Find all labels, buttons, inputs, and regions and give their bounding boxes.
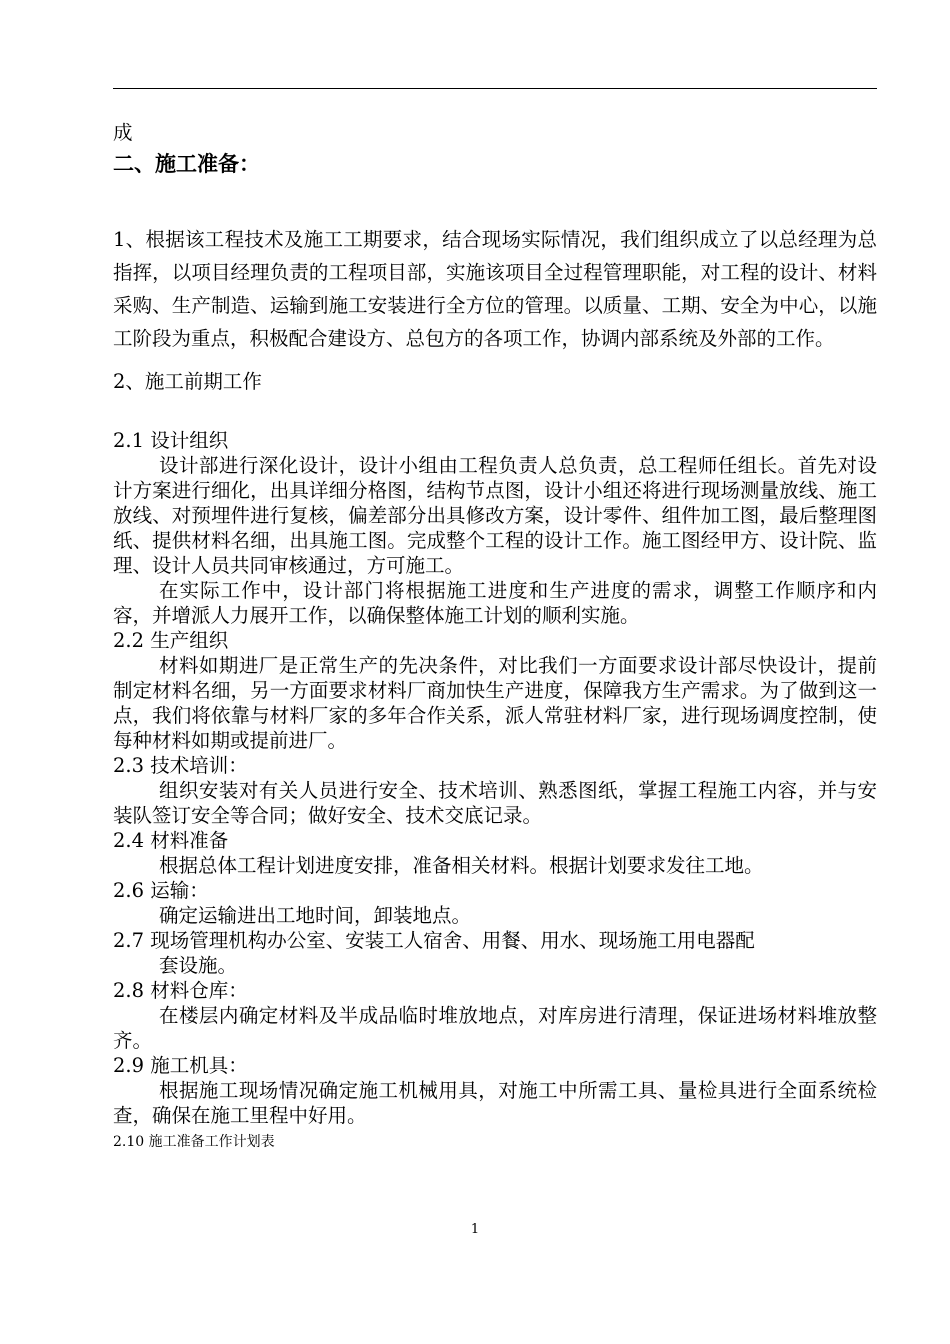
section-2-7-continuation: 套设施。 — [159, 954, 238, 977]
section-2-1-paragraph-2: 在实际工作中，设计部门将根据施工进度和生产进度的需求，调整工作顺序和内容，并增派人力展开工作，以确保整体施工计划的顺利实施。 — [113, 579, 877, 627]
section-2-6-title: 2.6 运输： — [113, 879, 209, 902]
section-2-3-paragraph: 组织安装对有关人员进行安全、技术培训、熟悉图纸，掌握工程施工内容，并与安装队签订安全等合同；做好安全、技术交底记录。 — [113, 779, 877, 827]
section-2-9-paragraph: 根据施工现场情况确定施工机械用具，对施工中所需工具、量检具进行全面系统检查，确保在施工里程中好用。 — [113, 1079, 877, 1127]
section-2-4-title: 2.4 材料准备 — [113, 829, 229, 852]
section-2-1-title: 2.1 设计组织 — [113, 429, 229, 452]
section-2-4-paragraph: 根据总体工程计划进度安排，准备相关材料。根据计划要求发往工地。 — [159, 854, 764, 877]
section-2-8-paragraph: 在楼层内确定材料及半成品临时堆放地点，对库房进行清理，保证进场材料堆放整齐。 — [113, 1004, 877, 1052]
section-2-10-title: 2.10 施工准备工作计划表 — [113, 1134, 275, 1150]
section-2-6-paragraph: 确定运输进出工地时间，卸装地点。 — [159, 904, 472, 927]
section-heading: 二、施工准备： — [113, 151, 260, 176]
item-2-heading: 2、施工前期工作 — [113, 370, 262, 393]
section-2-7-title: 2.7 现场管理机构办公室、安装工人宿舍、用餐、用水、现场施工用电器配 — [113, 929, 755, 952]
section-2-1-paragraph-1: 设计部进行深化设计，设计小组由工程负责人总负责，总工程师任组长。首先对设计方案进行细化，出具详细分格图，结构节点图，设计小组还将进行现场测量放线、施工放线、对预埋件进行复核，偏差部分出具修改方案，设计零件、组件加工图，最后整理图纸、提供材料名细，出具施工图。完成整个工程的设计工作。施工图经甲方、设计院、监理、设计人员共同审核通过，方可施工。 — [113, 454, 877, 577]
section-2-2-title: 2.2 生产组织 — [113, 629, 229, 652]
section-2-3-title: 2.3 技术培训： — [113, 754, 248, 777]
continuation-text: 成 — [113, 121, 133, 144]
page-number: 1 — [470, 1222, 480, 1237]
document-body — [113, 120, 877, 1152]
item-1-paragraph: 1、根据该工程技术及施工工期要求，结合现场实际情况，我们组织成立了以总经理为总指挥，以项目经理负责的工程项目部，实施该项目全过程管理职能，对工程的设计、材料采购、生产制造、运输到施工安装进行全方位的管理。以质量、工期、安全为中心，以施工阶段为重点，积极配合建设方、总包方的各项工作，协调内部系统及外部的工作。 — [113, 228, 877, 350]
header-rule — [113, 88, 877, 89]
section-2-9-title: 2.9 施工机具： — [113, 1054, 248, 1077]
section-2-8-title: 2.8 材料仓库： — [113, 979, 248, 1002]
section-2-2-paragraph: 材料如期进厂是正常生产的先决条件，对比我们一方面要求设计部尽快设计，提前制定材料名细，另一方面要求材料厂商加快生产进度，保障我方生产需求。为了做到这一点，我们将依靠与材料厂家的多年合作关系，派人常驻材料厂家，进行现场调度控制，使每种材料如期或提前进厂。 — [113, 654, 877, 752]
